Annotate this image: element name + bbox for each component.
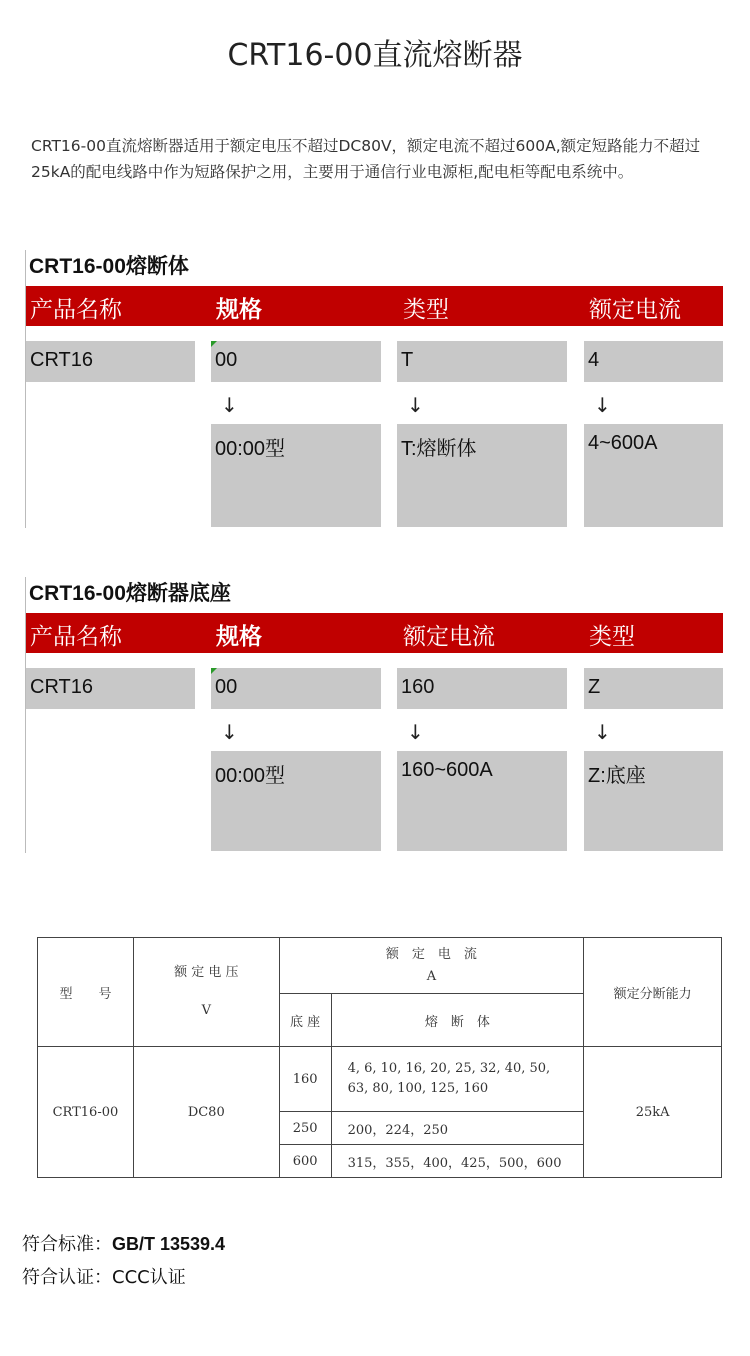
- header-product-name: 产品名称: [30, 624, 122, 650]
- breaking-capacity-cell: 25kA: [584, 1047, 722, 1178]
- fuse-link-section: [25, 250, 725, 528]
- certification-line: [22, 1263, 186, 1289]
- header-rated-current: 额定电流: [589, 297, 681, 323]
- current-header: 额 定 电 流 A: [279, 938, 584, 994]
- code-cell-type: Z: [584, 668, 723, 709]
- model-cell: CRT16-00: [38, 1047, 134, 1178]
- header-spec: 规格: [216, 624, 262, 650]
- spec-table: [37, 937, 722, 1178]
- meaning-cell-current: 160~600A: [397, 751, 567, 851]
- link-ratings-cell: 4, 6, 10, 16, 20, 25, 32, 40, 50, 63, 80, 100, 125, 160: [331, 1047, 584, 1112]
- base-rating-cell: 160: [279, 1047, 331, 1112]
- standard-value: GB/T 13539.4: [112, 1234, 226, 1254]
- standard-label: 符合标准：: [22, 1234, 112, 1255]
- section-title: CRT16-00熔断体: [29, 255, 189, 278]
- meaning-cell-type: T:熔断体: [397, 424, 567, 527]
- certification-label: 符合认证：: [22, 1267, 112, 1288]
- voltage-header: 额 定 电 压 V: [133, 938, 279, 1047]
- down-arrow-icon: ↓: [407, 393, 424, 417]
- code-cell-spec: 00: [211, 341, 381, 382]
- header-bar: [26, 286, 723, 326]
- voltage-cell: DC80: [133, 1047, 279, 1178]
- model-header: 型 号: [38, 938, 134, 1047]
- link-ratings-cell: 315，355，400，425，500，600: [331, 1145, 584, 1178]
- breaking-capacity-header: 额定分断能力: [584, 938, 722, 1047]
- header-spec: 规格: [216, 297, 262, 323]
- code-cell-type: T: [397, 341, 567, 382]
- certification-value: CCC认证: [112, 1267, 186, 1288]
- down-arrow-icon: ↓: [594, 393, 611, 417]
- meaning-cell-current: 4~600A: [584, 424, 723, 527]
- header-type: 类型: [403, 297, 449, 323]
- code-cell-product: CRT16: [26, 341, 195, 382]
- section-title: CRT16-00熔断器底座: [29, 582, 231, 605]
- header-bar: [26, 613, 723, 653]
- down-arrow-icon: ↓: [221, 720, 238, 744]
- down-arrow-icon: ↓: [594, 720, 611, 744]
- fuse-base-section: [25, 577, 725, 853]
- standard-line: [22, 1230, 225, 1256]
- header-rated-current: 额定电流: [403, 624, 495, 650]
- base-rating-cell: 250: [279, 1112, 331, 1145]
- base-header: 底 座: [279, 994, 331, 1047]
- meaning-cell-spec: 00:00型: [211, 751, 381, 851]
- code-cell-current: 4: [584, 341, 723, 382]
- page-title: CRT16-00直流熔断器: [227, 38, 523, 73]
- code-cell-product: CRT16: [26, 668, 195, 709]
- product-description: CRT16-00直流熔断器适用于额定电压不超过DC80V，额定电流不超过600A,额定短路能力不超过25kA的配电线路中作为短路保护之用，主要用于通信行业电源柜,配电柜等配电系统中。: [31, 137, 701, 181]
- header-product-name: 产品名称: [30, 297, 122, 323]
- base-rating-cell: 600: [279, 1145, 331, 1178]
- meaning-cell-type: Z:底座: [584, 751, 723, 851]
- code-cell-current: 160: [397, 668, 567, 709]
- down-arrow-icon: ↓: [221, 393, 238, 417]
- table-row: [38, 1047, 722, 1112]
- fuse-link-header: 熔 断 体: [331, 994, 584, 1047]
- code-cell-spec: 00: [211, 668, 381, 709]
- meaning-cell-spec: 00:00型: [211, 424, 381, 527]
- header-type: 类型: [589, 624, 635, 650]
- down-arrow-icon: ↓: [407, 720, 424, 744]
- link-ratings-cell: 200，224，250: [331, 1112, 584, 1145]
